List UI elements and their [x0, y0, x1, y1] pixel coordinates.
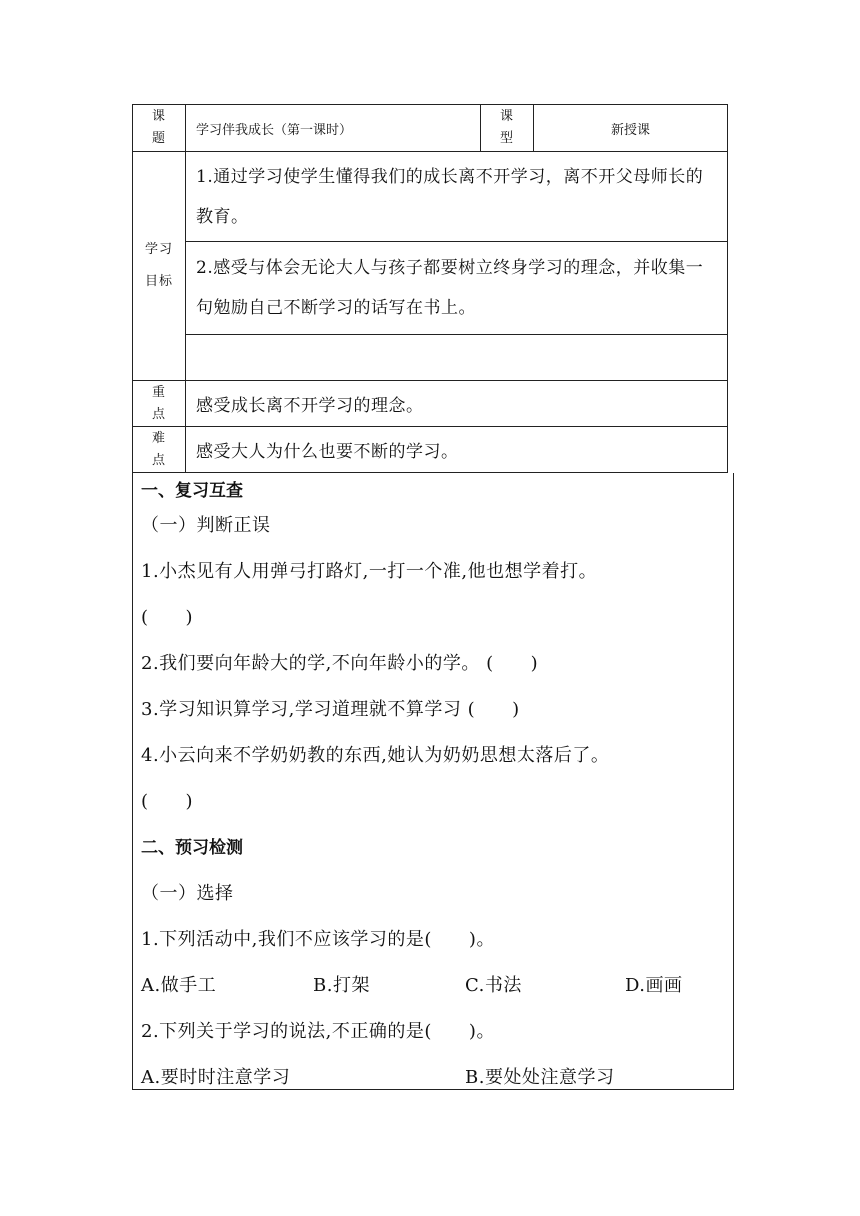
judge-item-4: 4.小云向来不学奶奶教的东西,她认为奶奶思想太落后了。: [141, 745, 610, 766]
worksheet: [132, 104, 727, 1090]
type-label: 课型: [481, 105, 534, 152]
choice-q2-options: [141, 1055, 733, 1101]
goal-1: 1.通过学习使学生懂得我们的成长离不开学习，离不开父母师长的教育。: [186, 152, 728, 242]
q1-option-b: B.打架: [313, 975, 370, 996]
key-value: 感受成长离不开学习的理念。: [186, 381, 728, 427]
lesson-info-table: [132, 104, 728, 473]
exercise-section: [132, 473, 734, 1090]
goals-label: 学习目标: [133, 152, 186, 381]
q2-option-a: A.要时时注意学习: [141, 1067, 291, 1088]
q1-option-a: A.做手工: [141, 975, 217, 996]
difficulty-value: 感受大人为什么也要不断的学习。: [186, 427, 728, 473]
judge-item-3: 3.学习知识算学习,学习道理就不算学习 ( ): [141, 699, 520, 720]
judge-item-2: 2.我们要向年龄大的学,不向年龄小的学。 ( ): [141, 653, 539, 674]
section1-subtitle: （一）判断正误: [141, 515, 271, 536]
judge-item-1: 1.小杰见有人用弹弓打路灯,一打一个准,他也想学着打。: [141, 561, 598, 582]
difficulty-label: 难点: [133, 427, 186, 473]
topic-label: 课题: [133, 105, 186, 152]
section1-title: 一、复习互查: [141, 481, 243, 501]
key-label: 重点: [133, 381, 186, 427]
q1-option-c: C.书法: [465, 975, 522, 996]
choice-q1-options: [141, 963, 733, 1009]
type-value: 新授课: [534, 105, 728, 152]
q1-option-d: D.画画: [625, 975, 683, 996]
goal-2: 2.感受与体会无论大人与孩子都要树立终身学习的理念，并收集一句勉励自己不断学习的话写在书上。: [186, 242, 728, 335]
choice-q1: 1.下列活动中,我们不应该学习的是( )。: [141, 929, 495, 950]
judge-item-1-answer: ( ): [141, 607, 194, 628]
judge-item-4-answer: ( ): [141, 791, 194, 812]
topic-value: 学习伴我成长（第一课时）: [186, 105, 481, 152]
section2-title: 二、预习检测: [141, 838, 243, 858]
section2-subtitle: （一）选择: [141, 883, 234, 904]
choice-q2: 2.下列关于学习的说法,不正确的是( )。: [141, 1021, 495, 1042]
q2-option-b: B.要处处注意学习: [465, 1067, 615, 1088]
goal-empty-row: [186, 335, 728, 381]
